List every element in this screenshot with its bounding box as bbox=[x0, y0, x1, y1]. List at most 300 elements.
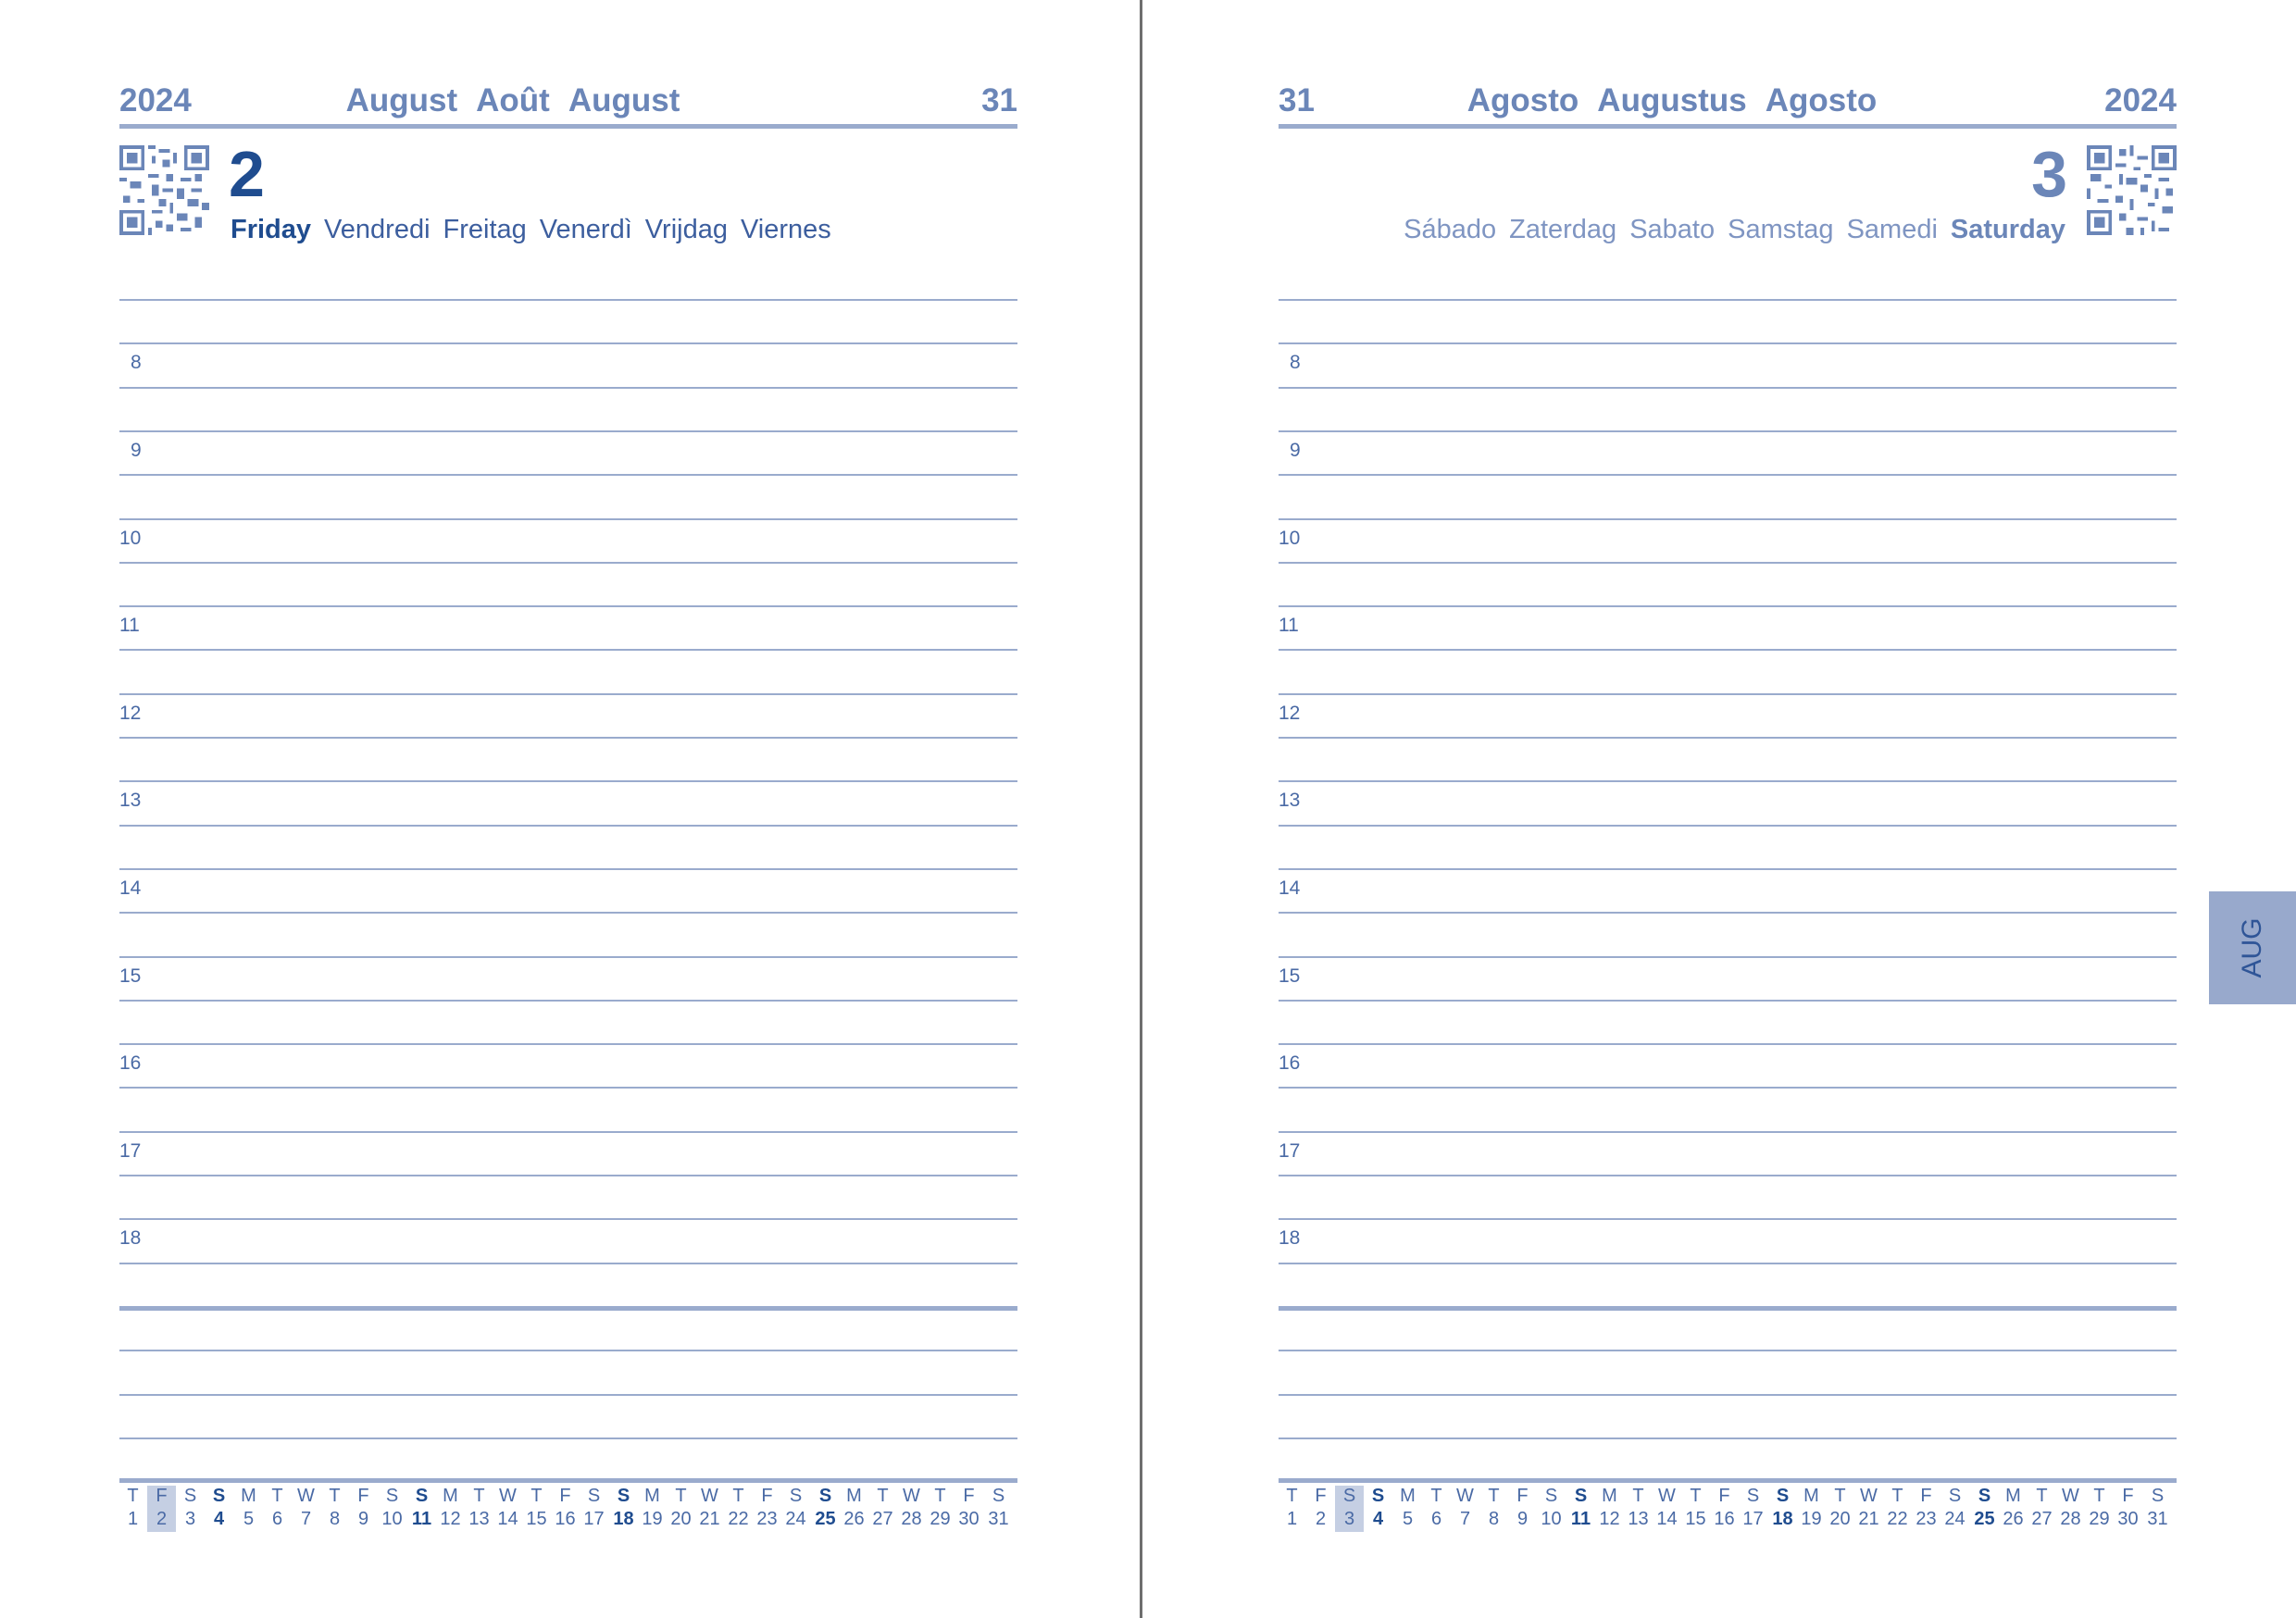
day-name: Vrijdag bbox=[644, 215, 728, 244]
month-name: Agosto bbox=[1466, 82, 1579, 118]
mini-calendar-rule bbox=[119, 1478, 1017, 1483]
weekday-letter: M bbox=[241, 1486, 256, 1506]
day-number: 13 bbox=[1628, 1509, 1649, 1529]
mini-calendar-day[interactable] bbox=[1739, 1486, 1767, 1532]
mini-calendar-day[interactable] bbox=[1797, 1486, 1826, 1532]
day-number: 10 bbox=[1541, 1509, 1562, 1529]
hour-label: 17 bbox=[119, 1140, 142, 1162]
ruled-line bbox=[1279, 1087, 2177, 1089]
mini-calendar-day[interactable] bbox=[1912, 1486, 1940, 1532]
weekday-letter: F bbox=[156, 1486, 168, 1506]
qr-code-icon[interactable] bbox=[2087, 145, 2177, 235]
ruled-line bbox=[1279, 1306, 2177, 1311]
day-number: 4 bbox=[1372, 1509, 1384, 1529]
mini-calendar-day[interactable] bbox=[1393, 1486, 1422, 1532]
mini-calendar-day[interactable] bbox=[1681, 1486, 1710, 1532]
weekday-letter: S bbox=[617, 1486, 630, 1506]
ruled-line bbox=[119, 912, 1017, 914]
day-number: 7 bbox=[1459, 1509, 1471, 1529]
ruled-line bbox=[119, 1350, 1017, 1351]
weekday-letter: M bbox=[1400, 1486, 1416, 1506]
mini-calendar-day[interactable] bbox=[349, 1486, 378, 1532]
ruled-line bbox=[1279, 474, 2177, 476]
ruled-line bbox=[119, 474, 1017, 476]
ruled-line bbox=[1279, 1175, 2177, 1176]
weekday-letter: M bbox=[443, 1486, 458, 1506]
day-name: Zaterdag bbox=[1509, 215, 1617, 244]
day-number: 14 bbox=[497, 1509, 518, 1529]
day-number: 14 bbox=[1656, 1509, 1678, 1529]
hour-label: 13 bbox=[1279, 790, 1301, 811]
day-number: 5 bbox=[243, 1509, 255, 1529]
page-spine bbox=[1140, 0, 1142, 1618]
ruled-line bbox=[119, 1087, 1017, 1089]
day-number: 27 bbox=[2031, 1509, 2053, 1529]
mini-calendar-day[interactable] bbox=[1940, 1486, 1969, 1532]
weekday-letter: M bbox=[1803, 1486, 1819, 1506]
day-number: 16 bbox=[555, 1509, 576, 1529]
day-number: 22 bbox=[1887, 1509, 1908, 1529]
mini-calendar-day[interactable] bbox=[1999, 1486, 2028, 1532]
weekday-letter: F bbox=[1516, 1486, 1529, 1506]
weekday-letter: T bbox=[675, 1486, 687, 1506]
day-number: 17 bbox=[1742, 1509, 1764, 1529]
hour-label: 15 bbox=[119, 965, 142, 987]
ruled-line bbox=[119, 1394, 1017, 1396]
weekday-letter: T bbox=[2036, 1486, 2048, 1506]
ruled-line bbox=[119, 1131, 1017, 1133]
mini-calendar-day[interactable] bbox=[436, 1486, 465, 1532]
ruled-line bbox=[1279, 956, 2177, 958]
ruled-line bbox=[1279, 1218, 2177, 1220]
weekday-letter: W bbox=[297, 1486, 315, 1506]
day-name: Sabato bbox=[1629, 215, 1716, 244]
mini-calendar-day[interactable] bbox=[1710, 1486, 1739, 1532]
mini-calendar-day[interactable] bbox=[465, 1486, 493, 1532]
day-number: 2 bbox=[156, 1509, 168, 1529]
day-number: 19 bbox=[1801, 1509, 1822, 1529]
weekday-letter: S bbox=[183, 1486, 197, 1506]
day-number: 7 bbox=[300, 1509, 312, 1529]
hour-label: 18 bbox=[119, 1227, 142, 1249]
weekday-letter: F bbox=[963, 1486, 975, 1506]
mini-calendar-rule bbox=[1279, 1478, 2177, 1483]
mini-calendar-day[interactable] bbox=[695, 1486, 724, 1532]
day-number: 20 bbox=[1829, 1509, 1851, 1529]
mini-calendar-day[interactable] bbox=[119, 1486, 147, 1532]
weekday-letter: F bbox=[1920, 1486, 1932, 1506]
ruled-line bbox=[1279, 825, 2177, 827]
mini-calendar-day[interactable] bbox=[147, 1486, 176, 1532]
mini-calendar-day[interactable] bbox=[1566, 1486, 1595, 1532]
day-number: 10 bbox=[381, 1509, 403, 1529]
weekday-letter: W bbox=[1456, 1486, 1474, 1506]
ruled-line bbox=[1279, 299, 2177, 301]
mini-calendar-day[interactable] bbox=[407, 1486, 436, 1532]
day-number: 4 bbox=[213, 1509, 225, 1529]
weekday-letter: S bbox=[1544, 1486, 1558, 1506]
day-number: 13 bbox=[468, 1509, 490, 1529]
day-number: 21 bbox=[699, 1509, 720, 1529]
ruled-line bbox=[1279, 1131, 2177, 1133]
hour-label: 11 bbox=[1279, 615, 1299, 636]
day-number: 15 bbox=[526, 1509, 547, 1529]
mini-calendar-day[interactable] bbox=[1768, 1486, 1797, 1532]
weekday-letter: T bbox=[934, 1486, 946, 1506]
ruled-line bbox=[1279, 649, 2177, 651]
day-number: 6 bbox=[1430, 1509, 1442, 1529]
weekday-letter: M bbox=[846, 1486, 862, 1506]
ruled-line bbox=[1279, 1438, 2177, 1439]
day-name: Vendredi bbox=[324, 215, 430, 244]
day-number: 9 bbox=[357, 1509, 369, 1529]
ruled-line bbox=[119, 825, 1017, 827]
day-number: 23 bbox=[1915, 1509, 1937, 1529]
ruled-line bbox=[1279, 737, 2177, 739]
left-page-header bbox=[119, 78, 1017, 129]
ruled-line bbox=[119, 387, 1017, 389]
mini-calendar-day[interactable] bbox=[1278, 1486, 1306, 1532]
day-number: 25 bbox=[1974, 1509, 1995, 1529]
left-page bbox=[119, 0, 1017, 1618]
mini-calendar-day[interactable] bbox=[638, 1486, 667, 1532]
weekday-letter: F bbox=[559, 1486, 571, 1506]
day-number: 17 bbox=[583, 1509, 605, 1529]
day-number: 27 bbox=[872, 1509, 893, 1529]
ruled-line bbox=[1279, 1263, 2177, 1264]
weekday-letter: W bbox=[1860, 1486, 1878, 1506]
mini-calendar-day[interactable] bbox=[811, 1486, 840, 1532]
ruled-line bbox=[119, 1263, 1017, 1264]
day-number: 18 bbox=[1772, 1509, 1793, 1529]
hour-label: 16 bbox=[119, 1052, 142, 1074]
day-name: Samstag bbox=[1728, 215, 1834, 244]
mini-calendar-day[interactable] bbox=[868, 1486, 897, 1532]
day-number: 1 bbox=[127, 1509, 139, 1529]
month-names bbox=[1394, 78, 1950, 124]
mini-calendar-day[interactable] bbox=[926, 1486, 955, 1532]
weekday-letter: S bbox=[2151, 1486, 2165, 1506]
hour-label: 10 bbox=[119, 528, 142, 549]
weekday-letter: W bbox=[903, 1486, 920, 1506]
day-number: 23 bbox=[756, 1509, 778, 1529]
mini-calendar-day[interactable] bbox=[1479, 1486, 1508, 1532]
weekday-letter: T bbox=[877, 1486, 889, 1506]
hour-label: 17 bbox=[1279, 1140, 1301, 1162]
day-number: 31 bbox=[988, 1509, 1009, 1529]
ruled-line bbox=[1279, 605, 2177, 607]
weekday-letter: S bbox=[385, 1486, 399, 1506]
ruled-line bbox=[119, 342, 1017, 344]
weekday-letter: T bbox=[1286, 1486, 1298, 1506]
weekday-letter: T bbox=[530, 1486, 543, 1506]
day-number: 26 bbox=[843, 1509, 865, 1529]
mini-calendar-day[interactable] bbox=[234, 1486, 263, 1532]
mini-calendar-day[interactable] bbox=[2085, 1486, 2114, 1532]
mini-calendar-day[interactable] bbox=[1335, 1486, 1364, 1532]
weekday-letter: S bbox=[1776, 1486, 1790, 1506]
ruled-line bbox=[1279, 387, 2177, 389]
weekday-letter: W bbox=[499, 1486, 517, 1506]
day-name-primary: Saturday bbox=[1950, 215, 2065, 244]
weekday-letter: S bbox=[212, 1486, 226, 1506]
weekday-letter: M bbox=[644, 1486, 660, 1506]
ruled-line bbox=[1279, 912, 2177, 914]
weekday-letter: T bbox=[732, 1486, 744, 1506]
month-tab[interactable] bbox=[2209, 891, 2296, 1004]
mini-calendar-day[interactable] bbox=[551, 1486, 580, 1532]
right-page-header bbox=[1279, 78, 2177, 129]
weekday-letter: T bbox=[1632, 1486, 1644, 1506]
mini-calendar-day[interactable] bbox=[493, 1486, 522, 1532]
mini-calendar-day[interactable] bbox=[609, 1486, 638, 1532]
mini-calendar-day[interactable] bbox=[1854, 1486, 1883, 1532]
mini-calendar-day[interactable] bbox=[263, 1486, 292, 1532]
ruled-line bbox=[1279, 430, 2177, 432]
mini-calendar-day[interactable] bbox=[292, 1486, 320, 1532]
hour-label: 13 bbox=[119, 790, 142, 811]
weekday-letter: S bbox=[1574, 1486, 1588, 1506]
month-name: Août bbox=[476, 82, 550, 118]
mini-calendar-day[interactable] bbox=[580, 1486, 608, 1532]
month-name: August bbox=[568, 82, 680, 118]
ruled-line bbox=[119, 1175, 1017, 1176]
day-number: 5 bbox=[1402, 1509, 1414, 1529]
mini-calendar-day[interactable] bbox=[205, 1486, 233, 1532]
weekday-letter: S bbox=[1948, 1486, 1962, 1506]
mini-calendar bbox=[119, 1486, 1017, 1532]
mini-calendar-day[interactable] bbox=[522, 1486, 551, 1532]
day-number: 9 bbox=[1516, 1509, 1529, 1529]
weekday-letter: T bbox=[329, 1486, 341, 1506]
day-number: 24 bbox=[785, 1509, 806, 1529]
mini-calendar-day[interactable] bbox=[955, 1486, 983, 1532]
day-number: 28 bbox=[901, 1509, 922, 1529]
weekday-letter: S bbox=[415, 1486, 429, 1506]
mini-calendar-day[interactable] bbox=[1537, 1486, 1566, 1532]
right-page bbox=[1279, 0, 2177, 1618]
ruled-line bbox=[1279, 1350, 2177, 1351]
weekday-letter: T bbox=[1891, 1486, 1903, 1506]
hour-label: 16 bbox=[1279, 1052, 1301, 1074]
ruled-line bbox=[119, 956, 1017, 958]
mini-calendar-day[interactable] bbox=[1364, 1486, 1392, 1532]
day-number: 2 bbox=[1315, 1509, 1327, 1529]
ruled-line bbox=[1279, 1394, 2177, 1396]
weekday-letter: F bbox=[761, 1486, 773, 1506]
weekday-letter: S bbox=[992, 1486, 1005, 1506]
day-number: 24 bbox=[1944, 1509, 1965, 1529]
weekday-letter: T bbox=[271, 1486, 283, 1506]
weekday-letter: T bbox=[1834, 1486, 1846, 1506]
hour-label: 15 bbox=[1279, 965, 1301, 987]
mini-calendar-day[interactable] bbox=[2028, 1486, 2056, 1532]
ruled-line bbox=[119, 1000, 1017, 1002]
day-number: 2 bbox=[229, 138, 265, 210]
weekday-letter: T bbox=[1430, 1486, 1442, 1506]
ruled-line bbox=[119, 1438, 1017, 1439]
weekday-letter: M bbox=[2005, 1486, 2021, 1506]
day-number: 11 bbox=[1570, 1509, 1591, 1529]
day-name: Venerdì bbox=[539, 215, 632, 244]
ruled-line bbox=[119, 868, 1017, 870]
day-names bbox=[1391, 213, 2065, 246]
ruled-line bbox=[119, 780, 1017, 782]
mini-calendar-day[interactable] bbox=[1970, 1486, 1999, 1532]
weekday-letter: W bbox=[1658, 1486, 1676, 1506]
ruled-line bbox=[119, 1306, 1017, 1311]
hour-label: 14 bbox=[1279, 877, 1301, 899]
day-number: 16 bbox=[1714, 1509, 1735, 1529]
hour-label: 10 bbox=[1279, 528, 1301, 549]
ruled-line bbox=[119, 605, 1017, 607]
mini-calendar-day[interactable] bbox=[2056, 1486, 2085, 1532]
weekday-letter: S bbox=[818, 1486, 832, 1506]
month-name: August bbox=[345, 82, 458, 118]
mini-calendar-day[interactable] bbox=[1306, 1486, 1335, 1532]
ruled-line bbox=[1279, 342, 2177, 344]
hour-label: 9 bbox=[131, 440, 142, 461]
day-number: 29 bbox=[2089, 1509, 2110, 1529]
weekday-letter: F bbox=[2122, 1486, 2134, 1506]
weekday-letter: S bbox=[1371, 1486, 1385, 1506]
day-number: 3 bbox=[184, 1509, 196, 1529]
ruled-line bbox=[1279, 693, 2177, 695]
day-number: 15 bbox=[1685, 1509, 1706, 1529]
weekday-letter: S bbox=[1746, 1486, 1760, 1506]
mini-calendar-day[interactable] bbox=[897, 1486, 926, 1532]
ruled-line bbox=[119, 649, 1017, 651]
hour-label: 9 bbox=[1290, 440, 1301, 461]
ruled-line bbox=[1279, 518, 2177, 520]
mini-calendar-day[interactable] bbox=[378, 1486, 406, 1532]
weekday-letter: S bbox=[789, 1486, 803, 1506]
day-number: 3 bbox=[1343, 1509, 1355, 1529]
ruled-line bbox=[1279, 780, 2177, 782]
year-label: 2024 bbox=[2104, 82, 2177, 118]
day-number: 29 bbox=[930, 1509, 951, 1529]
day-number: 22 bbox=[728, 1509, 749, 1529]
weekday-letter: W bbox=[701, 1486, 718, 1506]
day-name-primary: Friday bbox=[231, 215, 312, 244]
ruled-line bbox=[119, 737, 1017, 739]
day-number: 19 bbox=[642, 1509, 663, 1529]
day-number: 12 bbox=[440, 1509, 461, 1529]
mini-calendar-day[interactable] bbox=[2114, 1486, 2142, 1532]
ruled-line bbox=[119, 430, 1017, 432]
mini-calendar-day[interactable] bbox=[781, 1486, 810, 1532]
day-number: 1 bbox=[1286, 1509, 1298, 1529]
day-number: 11 bbox=[411, 1509, 432, 1529]
ruled-line bbox=[119, 518, 1017, 520]
day-number: 6 bbox=[271, 1509, 283, 1529]
weekday-letter: T bbox=[1690, 1486, 1702, 1506]
mini-calendar-day[interactable] bbox=[1883, 1486, 1912, 1532]
ruled-line bbox=[119, 693, 1017, 695]
mini-calendar-day[interactable] bbox=[176, 1486, 205, 1532]
mini-calendar bbox=[1279, 1486, 2177, 1532]
mini-calendar-day[interactable] bbox=[1826, 1486, 1854, 1532]
qr-code-icon[interactable] bbox=[119, 145, 209, 235]
mini-calendar-day[interactable] bbox=[1422, 1486, 1451, 1532]
hour-label: 14 bbox=[119, 877, 142, 899]
week-number: 31 bbox=[1279, 82, 1315, 118]
day-number: 3 bbox=[2031, 138, 2067, 210]
day-number: 31 bbox=[2147, 1509, 2168, 1529]
weekday-letter: T bbox=[1488, 1486, 1500, 1506]
mini-calendar-day[interactable] bbox=[667, 1486, 695, 1532]
weekday-letter: T bbox=[127, 1486, 139, 1506]
ruled-line bbox=[1279, 1043, 2177, 1045]
ruled-line bbox=[119, 1218, 1017, 1220]
hour-label: 12 bbox=[119, 703, 142, 724]
weekday-letter: S bbox=[1978, 1486, 1991, 1506]
weekday-letter: S bbox=[1342, 1486, 1356, 1506]
hour-label: 8 bbox=[131, 352, 142, 373]
day-names bbox=[231, 213, 844, 246]
day-number: 30 bbox=[958, 1509, 980, 1529]
mini-calendar-day[interactable] bbox=[840, 1486, 868, 1532]
month-tab-label: AUG bbox=[2237, 917, 2267, 978]
ruled-line bbox=[119, 562, 1017, 564]
weekday-letter: T bbox=[2093, 1486, 2105, 1506]
day-name: Sábado bbox=[1404, 215, 1497, 244]
day-name: Freitag bbox=[443, 215, 527, 244]
weekday-letter: F bbox=[1315, 1486, 1327, 1506]
day-number: 8 bbox=[329, 1509, 341, 1529]
mini-calendar-day[interactable] bbox=[1595, 1486, 1624, 1532]
year-label: 2024 bbox=[119, 82, 192, 118]
mini-calendar-day[interactable] bbox=[1653, 1486, 1681, 1532]
month-names bbox=[235, 78, 791, 124]
day-number: 28 bbox=[2060, 1509, 2081, 1529]
ruled-line bbox=[119, 299, 1017, 301]
weekday-letter: F bbox=[1718, 1486, 1730, 1506]
day-number: 26 bbox=[2003, 1509, 2024, 1529]
weekday-letter: F bbox=[357, 1486, 369, 1506]
mini-calendar-day[interactable] bbox=[724, 1486, 753, 1532]
day-number: 18 bbox=[613, 1509, 634, 1529]
month-name: Augustus bbox=[1597, 82, 1747, 118]
weekday-letter: S bbox=[587, 1486, 601, 1506]
hour-label: 18 bbox=[1279, 1227, 1301, 1249]
day-number: 20 bbox=[670, 1509, 692, 1529]
ruled-line bbox=[119, 1043, 1017, 1045]
day-number: 8 bbox=[1488, 1509, 1500, 1529]
mini-calendar-day[interactable] bbox=[1508, 1486, 1537, 1532]
hour-label: 8 bbox=[1290, 352, 1301, 373]
ruled-line bbox=[1279, 562, 2177, 564]
day-name: Viernes bbox=[740, 215, 831, 244]
weekday-letter: W bbox=[2062, 1486, 2079, 1506]
mini-calendar-day[interactable] bbox=[2143, 1486, 2172, 1532]
mini-calendar-day[interactable] bbox=[1624, 1486, 1653, 1532]
mini-calendar-day[interactable] bbox=[984, 1486, 1013, 1532]
mini-calendar-day[interactable] bbox=[1451, 1486, 1479, 1532]
mini-calendar-day[interactable] bbox=[753, 1486, 781, 1532]
week-number: 31 bbox=[981, 82, 1017, 118]
weekday-letter: M bbox=[1602, 1486, 1617, 1506]
month-name: Agosto bbox=[1765, 82, 1878, 118]
hour-label: 11 bbox=[119, 615, 140, 636]
day-name: Samedi bbox=[1846, 215, 1938, 244]
ruled-line bbox=[1279, 1000, 2177, 1002]
hour-label: 12 bbox=[1279, 703, 1301, 724]
mini-calendar-day[interactable] bbox=[320, 1486, 349, 1532]
day-number: 30 bbox=[2117, 1509, 2139, 1529]
day-number: 21 bbox=[1858, 1509, 1879, 1529]
ruled-line bbox=[1279, 868, 2177, 870]
